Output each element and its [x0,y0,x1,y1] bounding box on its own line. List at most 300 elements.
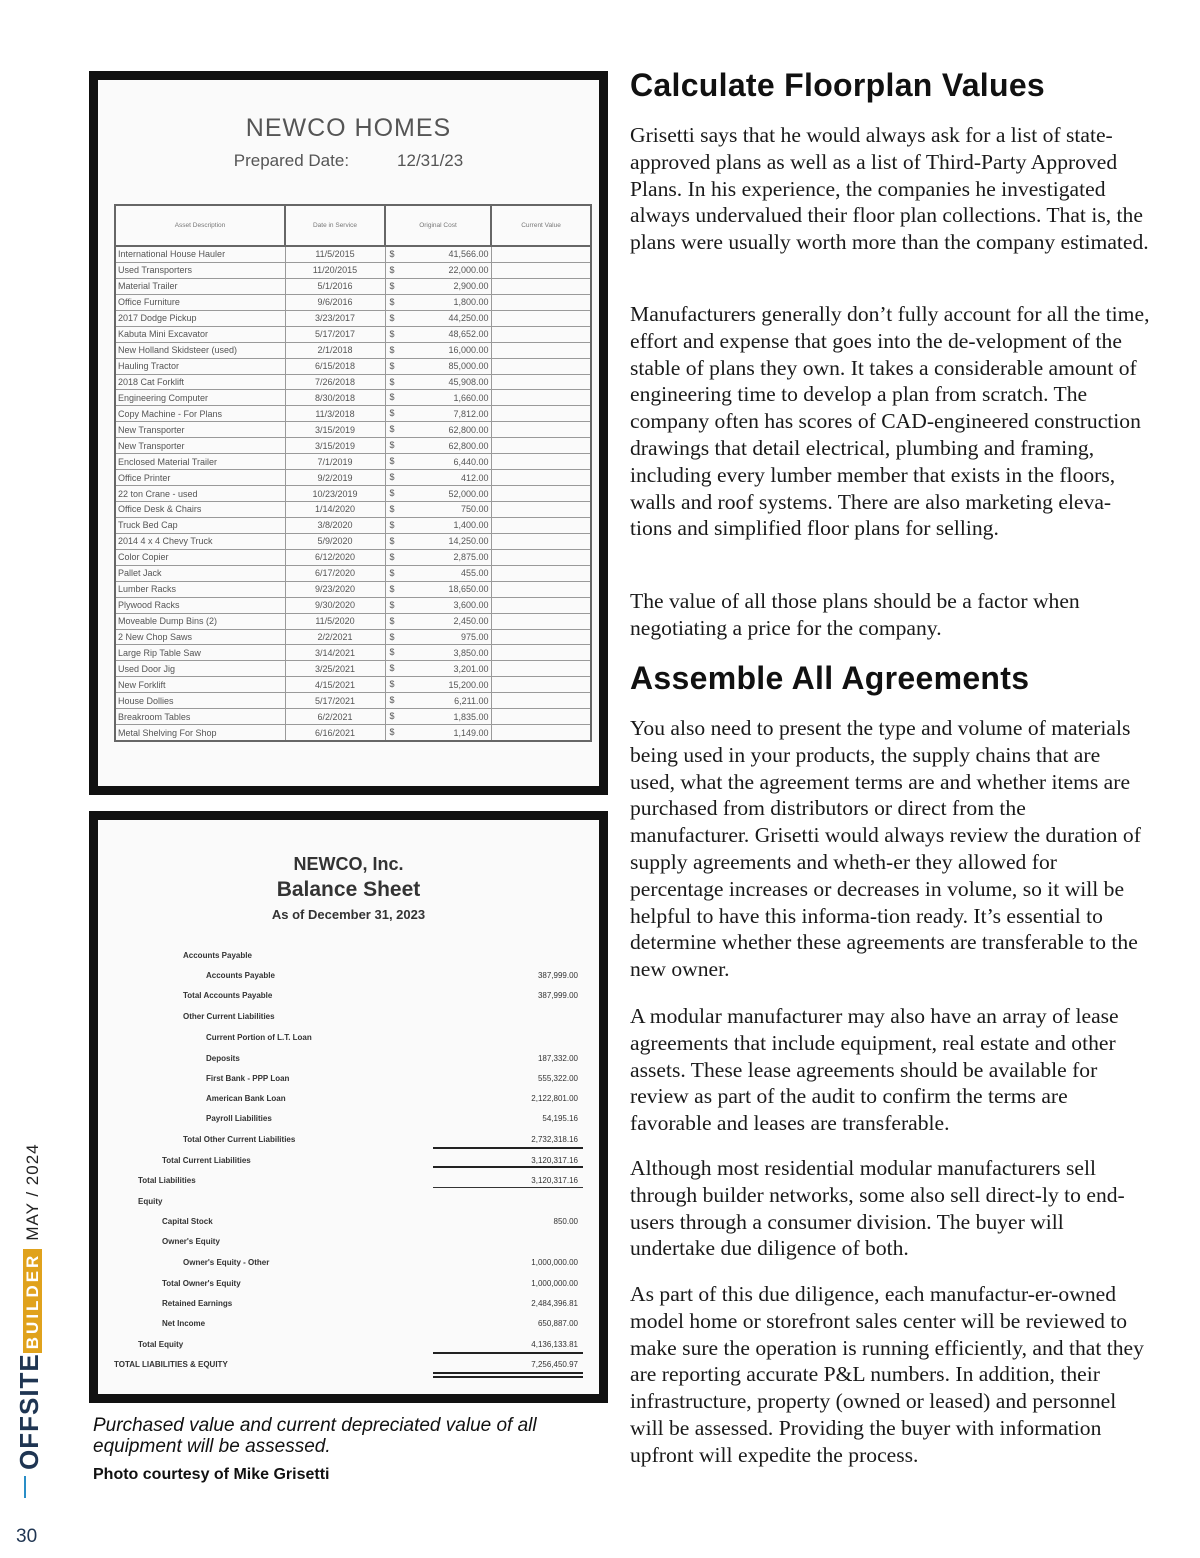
cost-value: 1,149.00 [453,727,489,738]
table-row [115,438,591,454]
currency-symbol: $ [389,567,395,578]
asset-original-cost [385,486,491,502]
asset-original-cost [385,517,491,533]
asset-description: House Dollies [115,693,285,709]
asset-original-cost [385,278,491,294]
masthead-issue-date: MAY / 2024 [23,1143,42,1241]
asset-current-value [491,390,591,406]
asset-original-cost [385,549,491,565]
balance-sheet-label: Deposits [206,1054,240,1063]
cost-value: 1,800.00 [453,297,489,308]
table-row [115,486,591,502]
balance-sheet-rule [433,1166,583,1168]
asset-original-cost [385,342,491,358]
asset-current-value [491,533,591,549]
currency-symbol: $ [389,408,395,419]
paragraph-6-text: Although most residential modular manufacturers sell through builder networks, some also sell direct-ly to end-users through a consumer division. The buyer will undertake due diligence of both. [630,1156,1125,1261]
asset-description: Large Rip Table Saw [115,645,285,661]
cost-value: 1,660.00 [453,392,489,403]
balance-sheet-date: As of December 31, 2023 [271,907,426,922]
asset-current-value [491,470,591,486]
balance-sheet-rule [433,1352,583,1354]
balance-sheet-label: Capital Stock [162,1217,213,1226]
table-row [115,517,591,533]
asset-current-value [491,629,591,645]
cost-value: 3,850.00 [453,647,489,658]
asset-description: Used Transporters [115,262,285,278]
balance-sheet-label: American Bank Loan [206,1094,286,1103]
paragraph-3 [630,588,1150,642]
currency-symbol: $ [389,711,395,722]
asset-date-in-service: 6/16/2021 [285,725,385,741]
cost-value: 975.00 [460,631,489,642]
cost-value: 16,000.00 [448,345,489,356]
currency-symbol: $ [389,440,395,451]
asset-description: Office Desk & Chairs [115,502,285,518]
asset-current-value [491,358,591,374]
table-row [115,294,591,310]
balance-sheet-label: TOTAL LIABILITIES & EQUITY [114,1360,228,1369]
asset-original-cost [385,374,491,390]
asset-current-value [491,422,591,438]
currency-symbol: $ [389,519,395,530]
cost-value: 15,200.00 [448,679,489,690]
asset-date-in-service: 11/5/2015 [285,246,385,262]
asset-description: New Forklift [115,677,285,693]
currency-symbol: $ [389,535,395,546]
masthead-offsite: OFFSITE [14,1353,44,1470]
asset-description: Office Furniture [115,294,285,310]
asset-date-in-service: 3/15/2019 [285,438,385,454]
balance-sheet-value: 4,136,133.81 [531,1340,578,1349]
currency-symbol: $ [389,695,395,706]
asset-original-cost [385,438,491,454]
balance-sheet-label: Total Current Liabilities [162,1156,251,1165]
asset-date-in-service: 1/14/2020 [285,502,385,518]
asset-original-cost [385,677,491,693]
balance-sheet-rule [433,1372,583,1374]
asset-current-value [491,677,591,693]
asset-original-cost [385,693,491,709]
column-header: Date in Service [285,205,385,246]
asset-current-value [491,374,591,390]
asset-original-cost [385,262,491,278]
asset-original-cost [385,661,491,677]
asset-current-value [491,454,591,470]
balance-sheet-label: Net Income [162,1319,206,1328]
masthead [14,1143,45,1470]
balance-sheet-label: Owner's Equity - Other [183,1258,270,1267]
balance-sheet-value: 2,732,318.16 [531,1135,578,1144]
balance-sheet-label: Other Current Liabilities [183,1012,275,1021]
cost-value: 2,900.00 [453,281,489,292]
asset-current-value [491,262,591,278]
column-header: Current Value [491,205,591,246]
asset-original-cost [385,613,491,629]
table-row [115,645,591,661]
asset-description: International House Hauler [115,246,285,262]
table-row [115,374,591,390]
asset-date-in-service: 3/8/2020 [285,517,385,533]
asset-original-cost [385,470,491,486]
asset-original-cost [385,645,491,661]
masthead-builder: BUILDER [23,1249,42,1354]
asset-description: Lumber Racks [115,581,285,597]
table-row [115,661,591,677]
asset-description: New Transporter [115,438,285,454]
asset-date-in-service: 11/20/2015 [285,262,385,278]
asset-description: Copy Machine - For Plans [115,406,285,422]
asset-list-company: NEWCO HOMES [245,114,452,142]
balance-sheet-label: Owner's Equity [162,1237,220,1246]
cost-value: 3,201.00 [453,663,489,674]
currency-symbol: $ [389,296,395,307]
masthead-accent-bar [24,1476,26,1498]
balance-sheet-title: Balance Sheet [276,878,421,901]
table-row [115,422,591,438]
column-header: Original Cost [385,205,491,246]
table-row [115,406,591,422]
balance-sheet-label: Total Accounts Payable [183,991,273,1000]
balance-sheet-rule [433,1187,583,1188]
currency-symbol: $ [389,456,395,467]
asset-current-value [491,326,591,342]
asset-current-value [491,597,591,613]
balance-sheet-value: 850.00 [553,1217,578,1226]
asset-date-in-service: 7/1/2019 [285,454,385,470]
asset-current-value [491,581,591,597]
asset-current-value [491,693,591,709]
asset-current-value [491,294,591,310]
table-row [115,725,591,741]
cost-value: 1,835.00 [453,711,489,722]
asset-original-cost [385,502,491,518]
asset-current-value [491,661,591,677]
currency-symbol: $ [389,344,395,355]
cost-value: 85,000.00 [448,361,489,372]
balance-sheet-value: 650,887.00 [537,1319,578,1328]
table-row [115,581,591,597]
asset-date-in-service: 9/6/2016 [285,294,385,310]
asset-date-in-service: 11/3/2018 [285,406,385,422]
asset-description: New Holland Skidsteer (used) [115,342,285,358]
figure-caption: Purchased value and current depreciated value of all equipment will be assessed. [93,1415,537,1457]
cost-value: 6,440.00 [453,456,489,467]
asset-date-in-service: 4/15/2021 [285,677,385,693]
balance-sheet-image [89,811,608,1403]
asset-current-value [491,565,591,581]
balance-sheet-value: 3,120,317.16 [531,1176,578,1185]
balance-sheet-company: NEWCO, Inc. [293,854,404,874]
cost-value: 1,400.00 [453,520,489,531]
asset-date-in-service: 11/5/2020 [285,613,385,629]
asset-description: Used Door Jig [115,661,285,677]
asset-current-value [491,278,591,294]
balance-sheet-label: Equity [138,1197,163,1206]
asset-description: 2017 Dodge Pickup [115,310,285,326]
balance-sheet-value: 387,999.00 [537,971,578,980]
asset-original-cost [385,629,491,645]
asset-original-cost [385,454,491,470]
column-header: Asset Description [115,205,285,246]
table-row [115,533,591,549]
currency-symbol: $ [389,504,395,514]
asset-date-in-service: 6/2/2021 [285,709,385,725]
currency-symbol: $ [389,583,395,594]
balance-sheet-value: 54,195.16 [542,1114,578,1123]
asset-original-cost [385,422,491,438]
article-heading-1-wrap [630,67,1150,104]
paragraph-4 [630,715,1150,983]
cost-value: 2,450.00 [453,616,489,627]
cost-value: 3,600.00 [453,600,489,611]
asset-date-in-service: 10/23/2019 [285,486,385,502]
cost-value: 2,875.00 [453,552,489,563]
cost-value: 44,250.00 [448,313,489,324]
balance-sheet-value: 2,122,801.00 [531,1094,578,1103]
asset-original-cost [385,406,491,422]
currency-symbol: $ [389,328,395,339]
balance-sheet-label: Total Other Current Liabilities [183,1135,296,1144]
table-row [115,454,591,470]
balance-sheet-value: 555,322.00 [537,1074,578,1083]
table-row [115,358,591,374]
prepared-date-value: 12/31/23 [397,151,464,170]
currency-symbol: $ [389,663,395,674]
asset-date-in-service: 3/23/2017 [285,310,385,326]
asset-description: Pallet Jack [115,565,285,581]
table-row [115,597,591,613]
asset-date-in-service: 9/23/2020 [285,581,385,597]
asset-description: 2014 4 x 4 Chevy Truck [115,533,285,549]
asset-description: Breakroom Tables [115,709,285,725]
balance-sheet-label: First Bank - PPP Loan [206,1074,290,1083]
table-row [115,549,591,565]
asset-original-cost [385,597,491,613]
cost-value: 412.00 [460,472,489,483]
asset-current-value [491,486,591,502]
table-row [115,262,591,278]
asset-original-cost [385,725,491,741]
asset-current-value [491,725,591,741]
paragraph-1-text: Grisetti says that he would always ask for a list of state-approved plans as well as a list of Third-Party Approved Plans. In his experience, the companies he investigated always undervalued their floor plan collections. That is, the plans were usually worth more than the company estimated. [630,123,1149,255]
asset-date-in-service: 5/1/2016 [285,278,385,294]
asset-original-cost [385,533,491,549]
asset-date-in-service: 2/2/2021 [285,629,385,645]
cost-value: 14,250.00 [448,536,489,547]
balance-sheet-value: 1,000,000.00 [531,1279,578,1288]
asset-current-value [491,438,591,454]
asset-description: Plywood Racks [115,597,285,613]
table-row [115,390,591,406]
balance-sheet-label: Retained Earnings [162,1299,233,1308]
paragraph-7-text: As part of this due diligence, each manufactur-er-owned model home or storefront sales center will be reviewed to make sure the operation is running efficiently, and that they are reporting accurate P&L numbers. In addition, their infrastructure, property (owned or leased) and personnel will be assessed. Providing the buyer with information upfront will expedite the process. [630,1282,1144,1467]
balance-sheet-label: Total Liabilities [138,1176,196,1185]
paragraph-5 [630,1003,1150,1137]
table-row [115,502,591,518]
asset-current-value [491,613,591,629]
balance-sheet-value: 1,000,000.00 [531,1258,578,1267]
article-heading-2-wrap [630,660,1150,697]
currency-symbol: $ [389,488,395,499]
currency-symbol: $ [389,647,395,658]
asset-original-cost [385,709,491,725]
asset-original-cost [385,358,491,374]
photo-credit: Photo courtesy of Mike Grisetti [93,1466,330,1483]
currency-symbol: $ [389,312,395,323]
asset-current-value [491,310,591,326]
cost-value: 750.00 [460,504,489,515]
table-row [115,693,591,709]
asset-description: 2018 Cat Forklift [115,374,285,390]
asset-date-in-service: 5/9/2020 [285,533,385,549]
balance-sheet-label: Accounts Payable [183,951,252,960]
table-row [115,470,591,486]
asset-original-cost [385,390,491,406]
balance-sheet-rule [433,1147,583,1149]
currency-symbol: $ [389,264,395,275]
asset-description: Hauling Tractor [115,358,285,374]
table-row [115,613,591,629]
currency-symbol: $ [389,424,395,435]
currency-symbol: $ [389,360,395,371]
cost-value: 48,652.00 [448,329,489,340]
balance-sheet-value: 3,120,317.16 [531,1156,578,1165]
asset-description: Enclosed Material Trailer [115,454,285,470]
asset-description: Office Printer [115,470,285,486]
table-row [115,326,591,342]
paragraph-5-text: A modular manufacturer may also have an array of lease agreements that include equipment, real estate and other assets. These lease agreements should be available for review as part of the audit to confirm the terms are favorable and leases are transferable. [630,1004,1119,1136]
table-row [115,565,591,581]
cost-value: 7,812.00 [453,408,489,419]
asset-current-value [491,406,591,422]
cost-value: 52,000.00 [448,488,489,499]
heading-assemble-agreements: Assemble All Agreements [630,660,1030,696]
asset-date-in-service: 6/17/2020 [285,565,385,581]
balance-sheet-label: Payroll Liabilities [206,1114,272,1123]
balance-sheet-rule [433,1376,583,1378]
table-row [115,629,591,645]
balance-sheet-value: 187,332.00 [537,1054,578,1063]
heading-floorplan-values: Calculate Floorplan Values [630,67,1046,103]
asset-current-value [491,549,591,565]
asset-current-value [491,502,591,518]
asset-current-value [491,342,591,358]
asset-current-value [491,645,591,661]
paragraph-6 [630,1155,1150,1262]
table-row [115,342,591,358]
asset-date-in-service: 9/2/2019 [285,470,385,486]
asset-date-in-service: 3/25/2021 [285,661,385,677]
prepared-date-label: Prepared Date: [233,151,350,170]
currency-symbol: $ [389,376,395,387]
balance-sheet-value: 2,484,396.81 [531,1299,578,1308]
cost-value: 18,650.00 [448,584,489,595]
asset-current-value [491,246,591,262]
asset-original-cost [385,246,491,262]
asset-date-in-service: 6/15/2018 [285,358,385,374]
currency-symbol: $ [389,551,395,562]
currency-symbol: $ [389,631,395,642]
paragraph-7 [630,1281,1150,1469]
paragraph-2 [630,301,1150,542]
asset-original-cost [385,326,491,342]
balance-sheet-label: Current Portion of L.T. Loan [206,1033,312,1042]
balance-sheet-label: Accounts Payable [206,971,275,980]
asset-description: Engineering Computer [115,390,285,406]
asset-date-in-service: 8/30/2018 [285,390,385,406]
asset-original-cost [385,581,491,597]
asset-current-value [491,709,591,725]
asset-description: 22 ton Crane - used [115,486,285,502]
cost-value: 45,908.00 [448,376,489,387]
currency-symbol: $ [389,727,395,738]
asset-original-cost [385,310,491,326]
asset-description: New Transporter [115,422,285,438]
currency-symbol: $ [389,615,395,626]
asset-date-in-service: 6/12/2020 [285,549,385,565]
asset-date-in-service: 5/17/2017 [285,326,385,342]
asset-date-in-service: 3/14/2021 [285,645,385,661]
balance-sheet-value: 7,256,450.97 [531,1360,578,1369]
table-row [115,278,591,294]
paragraph-2-text: Manufacturers generally don’t fully account for all the time, effort and expense that goes into the de-velopment of the stable of plans they own. It takes a considerable amount of engineering time to develop a plan from scratch. The company often has scores of CAD-engineered construction drawings that detail electrical, plumbing and framing, including every lumber member that exists in the floors, walls and roof systems. There are also marketing eleva-tions and simplified floor plans for selling. [630,302,1150,541]
currency-symbol: $ [389,472,395,483]
asset-original-cost [385,565,491,581]
balance-sheet-label: Total Equity [138,1340,184,1349]
balance-sheet-value: 387,999.00 [537,991,578,1000]
asset-description: Truck Bed Cap [115,517,285,533]
asset-table [114,204,592,742]
asset-original-cost [385,294,491,310]
cost-value: 22,000.00 [448,265,489,276]
asset-date-in-service: 7/26/2018 [285,374,385,390]
balance-sheet-label: Total Owner's Equity [162,1279,241,1288]
currency-symbol: $ [389,280,395,291]
asset-description: Kabuta Mini Excavator [115,326,285,342]
asset-date-in-service: 5/17/2021 [285,693,385,709]
table-row [115,677,591,693]
cost-value: 41,566.00 [448,249,489,260]
asset-description: Material Trailer [115,278,285,294]
cost-value: 6,211.00 [454,695,489,706]
table-row [115,709,591,725]
paragraph-3-text: The value of all those plans should be a factor when negotiating a price for the company. [630,589,1080,640]
asset-description: Metal Shelving For Shop [115,725,285,741]
asset-date-in-service: 2/1/2018 [285,342,385,358]
asset-description: Moveable Dump Bins (2) [115,613,285,629]
paragraph-4-text: You also need to present the type and volume of materials being used in your products, the supply chains that are used, what the agreement terms are and whether items are purchased from distributors or direct from the manufacturer. Grisetti would always review the duration of supply agreements and wheth-er they allowed for percentage increases or decreases in volume, so it will be helpful to have this informa-tion ready. It’s essential to determine whether these agreements are transferable to the new owner. [630,716,1141,982]
asset-list-image [89,71,608,795]
asset-description: Color Copier [115,549,285,565]
cost-value: 62,800.00 [448,424,489,435]
paragraph-1 [630,122,1150,256]
cost-value: 455.00 [460,568,489,579]
asset-table-header [115,205,591,246]
table-row [115,310,591,326]
asset-description: 2 New Chop Saws [115,629,285,645]
asset-date-in-service: 3/15/2019 [285,422,385,438]
asset-list-prepared [98,151,599,171]
currency-symbol: $ [389,249,395,259]
table-row [115,246,591,262]
page-number: 30 [16,1526,38,1547]
currency-symbol: $ [389,599,395,610]
asset-date-in-service: 9/30/2020 [285,597,385,613]
asset-current-value [491,517,591,533]
cost-value: 62,800.00 [448,440,489,451]
currency-symbol: $ [389,679,395,690]
